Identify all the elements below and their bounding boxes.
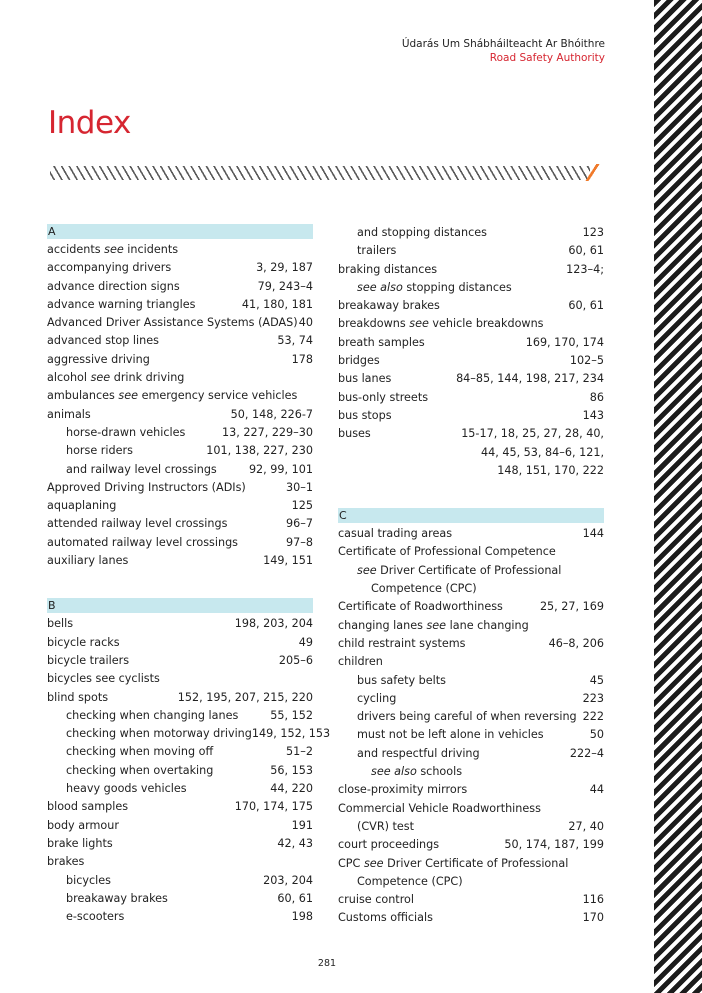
index-term [338, 781, 467, 799]
index-term-text: CPC [338, 856, 364, 870]
index-entry [338, 444, 604, 462]
index-term [338, 543, 556, 561]
index-term [357, 818, 414, 836]
index-page-numbers: 144 [582, 527, 604, 541]
page-title: Index [48, 105, 131, 141]
index-page-numbers: 25, 27, 169 [539, 600, 604, 614]
index-term [47, 259, 171, 277]
index-term [47, 835, 113, 853]
index-term [47, 515, 227, 533]
index-entry [47, 314, 313, 332]
index-page-numbers: 97–8 [286, 535, 313, 549]
index-entry [338, 836, 604, 854]
index-entry [338, 297, 604, 315]
org-name-english: Road Safety Authority [489, 52, 605, 64]
index-entry [338, 525, 604, 543]
index-entry [338, 462, 604, 480]
index-term [66, 872, 111, 890]
index-page-numbers: 84–85, 144, 198, 217, 234 [456, 372, 604, 386]
see-reference-label: see [118, 389, 139, 403]
index-entry [338, 635, 604, 653]
index-page-numbers: 149, 151 [263, 554, 313, 568]
index-term-text: bicycles [66, 873, 111, 887]
index-term [338, 617, 529, 635]
index-term [357, 562, 561, 580]
index-entry [47, 872, 313, 890]
index-entry [338, 580, 604, 598]
index-term [47, 534, 238, 552]
index-term [371, 580, 477, 598]
index-entry [338, 873, 604, 891]
index-term [357, 873, 463, 891]
see-reference-label: see [363, 856, 384, 870]
index-page-numbers: 44, 45, 53, 84–6, 121, [480, 445, 604, 459]
index-term [338, 635, 465, 653]
index-entry [338, 855, 604, 873]
section-gap [47, 570, 313, 598]
see-reference-target: schools [416, 765, 463, 779]
index-page-numbers: 102–5 [569, 354, 604, 368]
index-term [47, 332, 159, 350]
index-term-text: checking when changing lanes [66, 708, 239, 722]
index-page-numbers: 223 [582, 691, 604, 705]
index-term [66, 707, 238, 725]
index-entry [338, 818, 604, 836]
index-term [357, 708, 577, 726]
index-page-numbers: 41, 180, 181 [241, 297, 313, 311]
index-page-numbers: 123–4; [566, 262, 604, 276]
index-entry [338, 315, 604, 333]
see-reference-target: Driver Certificate of Professional [376, 563, 562, 577]
index-term-text: close-proximity mirrors [338, 783, 468, 797]
index-entry [47, 534, 313, 552]
index-entry [338, 800, 604, 818]
index-term-text: child restraint systems [338, 636, 466, 650]
index-term [47, 479, 246, 497]
index-page-numbers: 50 [589, 728, 604, 742]
hatched-divider [50, 166, 590, 180]
index-entry [338, 617, 604, 635]
index-term [66, 442, 133, 460]
index-term-text: bus lanes [338, 372, 392, 386]
index-entry [338, 370, 604, 388]
index-term-text: bicycles see cyclists [47, 672, 160, 686]
index-term-text: checking when moving off [66, 745, 214, 759]
index-page-numbers: 116 [582, 893, 604, 907]
index-entry [47, 615, 313, 633]
index-term [47, 652, 129, 670]
index-page-numbers: 170 [582, 911, 604, 925]
index-entry [338, 389, 604, 407]
index-term-text: Competence (CPC) [357, 874, 463, 888]
index-page-numbers: 222–4 [569, 746, 604, 760]
index-entry [338, 781, 604, 799]
section-gap [338, 480, 604, 508]
index-term [66, 762, 213, 780]
see-reference-label: see [426, 618, 447, 632]
index-term-text: must not be left alone in vehicles [357, 728, 544, 742]
index-term [357, 745, 480, 763]
index-term [338, 370, 391, 388]
index-term [47, 241, 178, 259]
index-page-numbers: 49 [298, 635, 313, 649]
index-entry [338, 745, 604, 763]
index-entry [47, 853, 313, 871]
index-term-text: brakes [47, 855, 85, 869]
index-entry [338, 352, 604, 370]
index-term [47, 634, 120, 652]
index-entry [47, 689, 313, 707]
index-page-numbers: 60, 61 [568, 244, 604, 258]
index-term [338, 261, 437, 279]
index-term-text: cycling [357, 691, 397, 705]
index-term-text: casual trading areas [338, 527, 453, 541]
index-page-numbers: 55, 152 [270, 708, 313, 722]
index-term [47, 615, 73, 633]
index-term [338, 525, 452, 543]
index-term-text: bells [47, 617, 74, 631]
index-term-text: bus-only streets [338, 390, 429, 404]
index-term [66, 743, 213, 761]
index-term-text: advanced stop lines [47, 334, 159, 348]
index-entry [47, 725, 331, 743]
see-reference-target: lane changing [446, 618, 529, 632]
index-entry [338, 726, 604, 744]
index-entry [47, 743, 313, 761]
index-term [47, 552, 128, 570]
index-page-numbers: 46–8, 206 [548, 636, 604, 650]
index-entry [338, 543, 604, 561]
index-term-text: blood samples [47, 800, 129, 814]
see-reference-target: stopping distances [402, 280, 512, 294]
index-page-numbers: 15-17, 18, 25, 27, 28, 40, [461, 427, 604, 441]
index-term-text: body armour [47, 818, 119, 832]
org-name-irish: Údarás Um Shábháilteacht Ar Bhóithre [401, 38, 605, 50]
index-page-numbers: 60, 61 [277, 891, 313, 905]
index-entry [338, 672, 604, 690]
index-page-numbers: 170, 174, 175 [234, 800, 313, 814]
index-term [338, 855, 568, 873]
index-entry [47, 332, 313, 350]
index-page-numbers: 143 [582, 408, 604, 422]
index-entry [47, 497, 313, 515]
index-term [338, 425, 371, 443]
index-column-left [47, 224, 331, 926]
index-entry [338, 407, 604, 425]
see-reference-target: vehicle breakdowns [428, 317, 544, 331]
index-term-text: Certificate of Roadworthiness [338, 600, 503, 614]
index-column-right [338, 224, 604, 928]
index-term-text: cruise control [338, 893, 414, 907]
index-term-text: and stopping distances [357, 226, 487, 239]
index-page-numbers: 203, 204 [263, 873, 313, 887]
index-entry [47, 634, 313, 652]
index-entry [47, 817, 313, 835]
index-term [47, 853, 84, 871]
index-entry [338, 562, 604, 580]
index-term [47, 314, 298, 332]
index-page-numbers: 44, 220 [270, 782, 313, 796]
index-entry [47, 351, 313, 369]
index-term [338, 297, 440, 315]
index-entry [47, 387, 313, 405]
index-page-numbers: 56, 153 [270, 763, 313, 777]
index-term [47, 670, 160, 688]
index-term [47, 278, 180, 296]
index-entry [338, 763, 604, 781]
index-term-text: auxiliary lanes [47, 554, 129, 568]
index-page-numbers: 149, 152, 153 [251, 727, 331, 741]
index-term-text: breakaway brakes [338, 299, 440, 313]
index-term [338, 653, 383, 671]
index-term-text: trailers [357, 244, 397, 258]
index-term-text: automated railway level crossings [47, 535, 239, 549]
index-page-numbers: 45 [589, 673, 604, 687]
index-term-text: buses [338, 427, 371, 441]
index-term [338, 891, 414, 909]
index-page-numbers: 169, 170, 174 [525, 335, 604, 349]
index-page-numbers: 53, 74 [277, 334, 313, 348]
index-term [357, 279, 512, 297]
index-entry [47, 670, 313, 688]
index-term-text: Approved Driving Instructors (ADIs) [47, 480, 246, 494]
index-term [357, 690, 396, 708]
index-entry [47, 461, 313, 479]
index-term-text: horse-drawn vehicles [66, 425, 186, 439]
index-term-text: breath samples [338, 335, 425, 349]
index-entry [47, 515, 313, 533]
index-term [357, 242, 396, 260]
index-page-numbers: 198, 203, 204 [234, 617, 313, 631]
index-term [47, 798, 128, 816]
index-term-text: aggressive driving [47, 352, 150, 366]
see-reference-target: incidents [123, 243, 179, 256]
index-page-numbers: 50, 148, 226-7 [230, 407, 313, 421]
index-term [338, 407, 392, 425]
index-entry [338, 891, 604, 909]
index-term-text: bicycle trailers [47, 653, 130, 667]
index-term-text: animals [47, 407, 91, 421]
index-entry [47, 278, 313, 296]
index-page-numbers: 51–2 [286, 745, 313, 759]
index-entry [47, 798, 313, 816]
index-entry [47, 835, 313, 853]
see-reference-label: see [357, 563, 377, 577]
index-term [338, 836, 439, 854]
index-term-text: accidents [47, 243, 105, 256]
page-header [402, 37, 605, 65]
index-term [66, 890, 168, 908]
index-entry [47, 707, 313, 725]
index-page-numbers: 79, 243–4 [257, 279, 313, 293]
see-reference-label: see [104, 243, 124, 256]
index-term-text: attended railway level crossings [47, 517, 228, 531]
index-entry [338, 909, 604, 927]
index-term [371, 763, 462, 781]
index-term-text: Advanced Driver Assistance Systems (ADAS) [47, 316, 298, 330]
index-term [357, 672, 446, 690]
index-term-text: Certificate of Professional Competence [338, 545, 556, 559]
index-entry [47, 652, 313, 670]
index-term-text: bus stops [338, 408, 392, 422]
index-term-text: advance warning triangles [47, 297, 196, 311]
index-page-numbers: 101, 138, 227, 230 [206, 444, 313, 458]
see-reference-label: see also [371, 765, 417, 779]
index-term [338, 800, 541, 818]
index-page-numbers: 178 [291, 352, 313, 366]
index-term-text: accompanying drivers [47, 261, 172, 275]
index-term-text: blind spots [47, 690, 109, 704]
index-entry [47, 908, 313, 926]
index-page-numbers: 198 [291, 910, 313, 924]
index-page-numbers: 13, 227, 229–30 [222, 425, 313, 439]
index-entry [47, 780, 313, 798]
index-entry [338, 224, 604, 242]
see-reference-label: see also [357, 280, 403, 294]
index-term [357, 224, 487, 242]
index-term-text: horse riders [66, 444, 133, 458]
index-page-numbers: 44 [589, 783, 604, 797]
index-term [47, 689, 108, 707]
index-term [47, 387, 297, 405]
index-entry [47, 241, 313, 259]
index-page-numbers: 50, 174, 187, 199 [504, 838, 604, 852]
index-term-text: court proceedings [338, 838, 440, 852]
index-entry [338, 334, 604, 352]
index-term [338, 315, 544, 333]
index-entry [47, 406, 313, 424]
index-term [47, 497, 116, 515]
index-term-text: (CVR) test [357, 819, 415, 833]
index-page-numbers: 86 [589, 390, 604, 404]
index-term-text: Commercial Vehicle Roadworthiness [338, 801, 541, 815]
index-term-text: and respectful driving [357, 746, 480, 760]
index-term-text: advance direction signs [47, 279, 180, 293]
index-term-text: children [338, 655, 383, 669]
index-term [47, 369, 184, 387]
index-entry [338, 261, 604, 279]
index-entry [338, 653, 604, 671]
index-term-text: bridges [338, 354, 380, 368]
index-term [47, 406, 91, 424]
index-page-numbers: 40 [298, 316, 313, 330]
index-term [338, 389, 428, 407]
index-term-text: breakaway brakes [66, 891, 168, 905]
index-page-numbers: 148, 151, 170, 222 [497, 463, 604, 477]
index-entry [338, 708, 604, 726]
see-reference-target: Driver Certificate of Professional [383, 856, 569, 870]
index-entry [47, 296, 313, 314]
index-term [47, 296, 195, 314]
side-stripe-decoration [654, 0, 702, 993]
see-reference-target: emergency service vehicles [138, 389, 298, 403]
index-entry [47, 479, 313, 497]
index-term [338, 334, 425, 352]
index-section-heading: B [47, 598, 313, 613]
index-entry [47, 762, 313, 780]
index-term-text: and railway level crossings [66, 462, 217, 476]
index-term-text: e-scooters [66, 910, 125, 924]
index-term-text: bus safety belts [357, 673, 446, 687]
index-term-text: Customs officials [338, 911, 433, 925]
index-term-text: alcohol [47, 371, 91, 385]
index-section-heading: C [338, 508, 604, 523]
index-term-text: Competence (CPC) [371, 582, 477, 596]
index-page-numbers: 222 [582, 710, 604, 724]
index-page-numbers: 191 [291, 818, 313, 832]
index-page-numbers: 96–7 [286, 517, 313, 531]
index-entry [338, 242, 604, 260]
index-term-text: aquaplaning [47, 499, 117, 513]
index-entry [47, 369, 313, 387]
index-term-text: drivers being careful of when reversing [357, 710, 577, 724]
index-page-numbers: 205–6 [278, 653, 313, 667]
index-term [66, 424, 185, 442]
index-term [338, 352, 380, 370]
index-term-text: changing lanes [338, 618, 427, 632]
index-page-numbers: 123 [582, 226, 604, 239]
index-page-numbers: 92, 99, 101 [248, 462, 313, 476]
index-page-numbers: 125 [291, 499, 313, 513]
index-entry [47, 890, 313, 908]
index-term [66, 725, 252, 743]
index-entry [47, 424, 313, 442]
see-reference-label: see [409, 317, 429, 331]
index-page-numbers: 42, 43 [277, 836, 313, 850]
index-entry [47, 442, 313, 460]
index-term-text: heavy goods vehicles [66, 782, 187, 796]
index-term [338, 909, 433, 927]
index-term-text: braking distances [338, 262, 438, 276]
index-page-numbers: 3, 29, 187 [256, 261, 313, 275]
index-term [66, 780, 187, 798]
index-term [66, 461, 217, 479]
index-entry [338, 598, 604, 616]
index-entry [47, 259, 313, 277]
index-term-text: checking when motorway driving [66, 727, 252, 741]
index-entry [47, 552, 313, 570]
index-entry [338, 425, 604, 443]
index-section-heading: A [47, 224, 313, 239]
see-reference-target: drink driving [110, 371, 185, 385]
see-reference-label: see [90, 371, 111, 385]
index-term [66, 908, 124, 926]
index-term-text: brake lights [47, 836, 113, 850]
index-page-numbers: 27, 40 [568, 819, 604, 833]
index-page-numbers: 30–1 [286, 480, 313, 494]
index-term [338, 598, 503, 616]
hatched-divider-accent [585, 164, 601, 181]
index-term-text: bicycle racks [47, 635, 120, 649]
index-page-numbers: 152, 195, 207, 215, 220 [177, 690, 313, 704]
index-page-numbers: 60, 61 [568, 299, 604, 313]
index-term [357, 726, 544, 744]
index-term [47, 817, 119, 835]
page-number: 281 [317, 958, 337, 969]
index-term-text: checking when overtaking [66, 763, 214, 777]
index-term-text: ambulances [47, 389, 119, 403]
index-term [47, 351, 150, 369]
index-entry [338, 690, 604, 708]
index-entry [338, 279, 604, 297]
index-term-text: breakdowns [338, 317, 410, 331]
